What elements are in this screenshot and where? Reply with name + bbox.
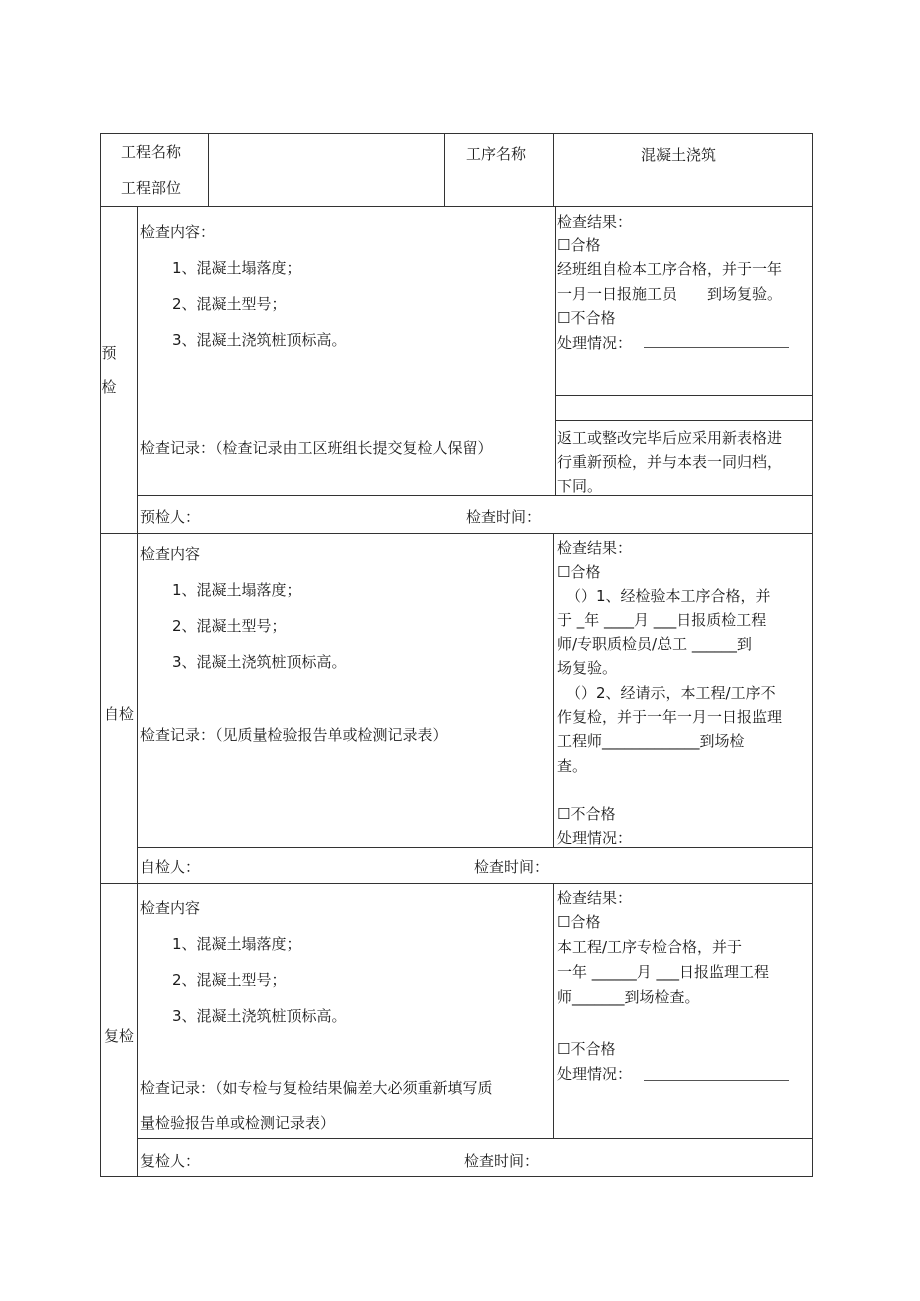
re-inspector-label: 复检人： <box>140 1152 201 1170</box>
pre-inspector-label: 预检人： <box>140 508 201 526</box>
self-option-1-line-2: 于 _年 ____月 ___日报质检工程 <box>557 611 767 629</box>
re-content-title: 检查内容 <box>140 899 201 917</box>
re-result-title: 检查结果： <box>557 889 633 907</box>
self-check-section-label: 自检 <box>104 705 135 723</box>
self-pass-checkbox[interactable]: ☐合格 <box>557 563 601 581</box>
re-item-2: 2、混凝土型号； <box>172 971 287 989</box>
re-pass-line-2: 一年 ______月 ___日报监理工程 <box>557 963 770 981</box>
self-option-2-line-3: 工程师_____________到场检 <box>557 732 745 750</box>
pre-item-3: 3、混凝土浇筑桩顶标高。 <box>172 331 347 349</box>
pre-time-label: 检查时间： <box>466 508 542 526</box>
project-part-label: 工程部位 <box>121 179 182 197</box>
self-option-1-line-1[interactable]: （）1、经检验本工序合格，并 <box>566 587 771 605</box>
re-pass-checkbox[interactable]: ☐合格 <box>557 913 601 931</box>
self-option-1-line-3: 师/专职质检员/总工 ______到 <box>557 635 752 653</box>
re-pass-line-3: 师_______到场检查。 <box>557 988 700 1006</box>
re-pass-line-1: 本工程/工序专检合格，并于 <box>557 938 743 956</box>
self-option-2-line-2: 作复检，并于一年一月一日报监理 <box>557 708 783 726</box>
re-handling-field[interactable] <box>644 1080 789 1081</box>
self-item-2: 2、混凝土型号； <box>172 617 287 635</box>
self-item-1: 1、混凝土塌落度； <box>172 581 302 599</box>
process-name-value: 混凝土浇筑 <box>641 146 717 164</box>
pre-record: 检查记录：（检查记录由工区班组长提交复检人保留） <box>140 439 493 457</box>
pre-handling-label: 处理情况： <box>557 334 633 352</box>
self-inspector-label: 自检人： <box>140 858 201 876</box>
project-name-label: 工程名称 <box>121 143 182 161</box>
pre-pass-line-2: 一月一日报施工员 到场复验。 <box>557 285 783 303</box>
re-fail-checkbox[interactable]: ☐不合格 <box>557 1040 616 1058</box>
re-check-section-label: 复检 <box>104 1027 135 1045</box>
pre-handling-field[interactable] <box>644 347 789 348</box>
pre-item-1: 1、混凝土塌落度； <box>172 259 302 277</box>
self-item-3: 3、混凝土浇筑桩顶标高。 <box>172 653 347 671</box>
re-record-line-1: 检查记录：（如专检与复检结果偏差大必须重新填写质 <box>140 1079 493 1097</box>
pre-pass-line-1: 经班组自检本工序合格，并于一年 <box>557 260 783 278</box>
re-item-3: 3、混凝土浇筑桩顶标高。 <box>172 1007 347 1025</box>
pre-pass-checkbox[interactable]: ☐合格 <box>557 236 601 254</box>
self-result-title: 检查结果： <box>557 539 633 557</box>
re-handling-label: 处理情况： <box>557 1065 633 1083</box>
self-option-1-line-4: 场复验。 <box>557 659 618 677</box>
self-fail-checkbox[interactable]: ☐不合格 <box>557 805 616 823</box>
self-record: 检查记录：（见质量检验报告单或检测记录表） <box>140 726 448 744</box>
re-time-label: 检查时间： <box>464 1152 540 1170</box>
self-time-label: 检查时间： <box>474 858 550 876</box>
pre-note-line-3: 下同。 <box>557 477 603 495</box>
re-item-1: 1、混凝土塌落度； <box>172 935 302 953</box>
pre-fail-checkbox[interactable]: ☐不合格 <box>557 309 616 327</box>
pre-note-line-2: 行重新预检，并与本表一同归档， <box>557 453 783 471</box>
pre-content-title: 检查内容： <box>140 223 216 241</box>
self-handling-label: 处理情况： <box>557 829 633 847</box>
re-record-line-2: 量检验报告单或检测记录表） <box>140 1114 336 1132</box>
project-name-field[interactable] <box>209 134 444 206</box>
self-option-2-line-1[interactable]: （）2、经请示，本工程/工序不 <box>566 684 776 702</box>
pre-result-title: 检查结果： <box>557 213 633 231</box>
pre-check-section-label: 预检 <box>101 344 117 396</box>
process-name-label: 工序名称 <box>466 145 527 163</box>
pre-note-line-1: 返工或整改完毕后应采用新表格进 <box>557 429 783 447</box>
self-option-2-line-4: 查。 <box>557 757 588 775</box>
self-content-title: 检查内容 <box>140 545 201 563</box>
pre-item-2: 2、混凝土型号； <box>172 295 287 313</box>
